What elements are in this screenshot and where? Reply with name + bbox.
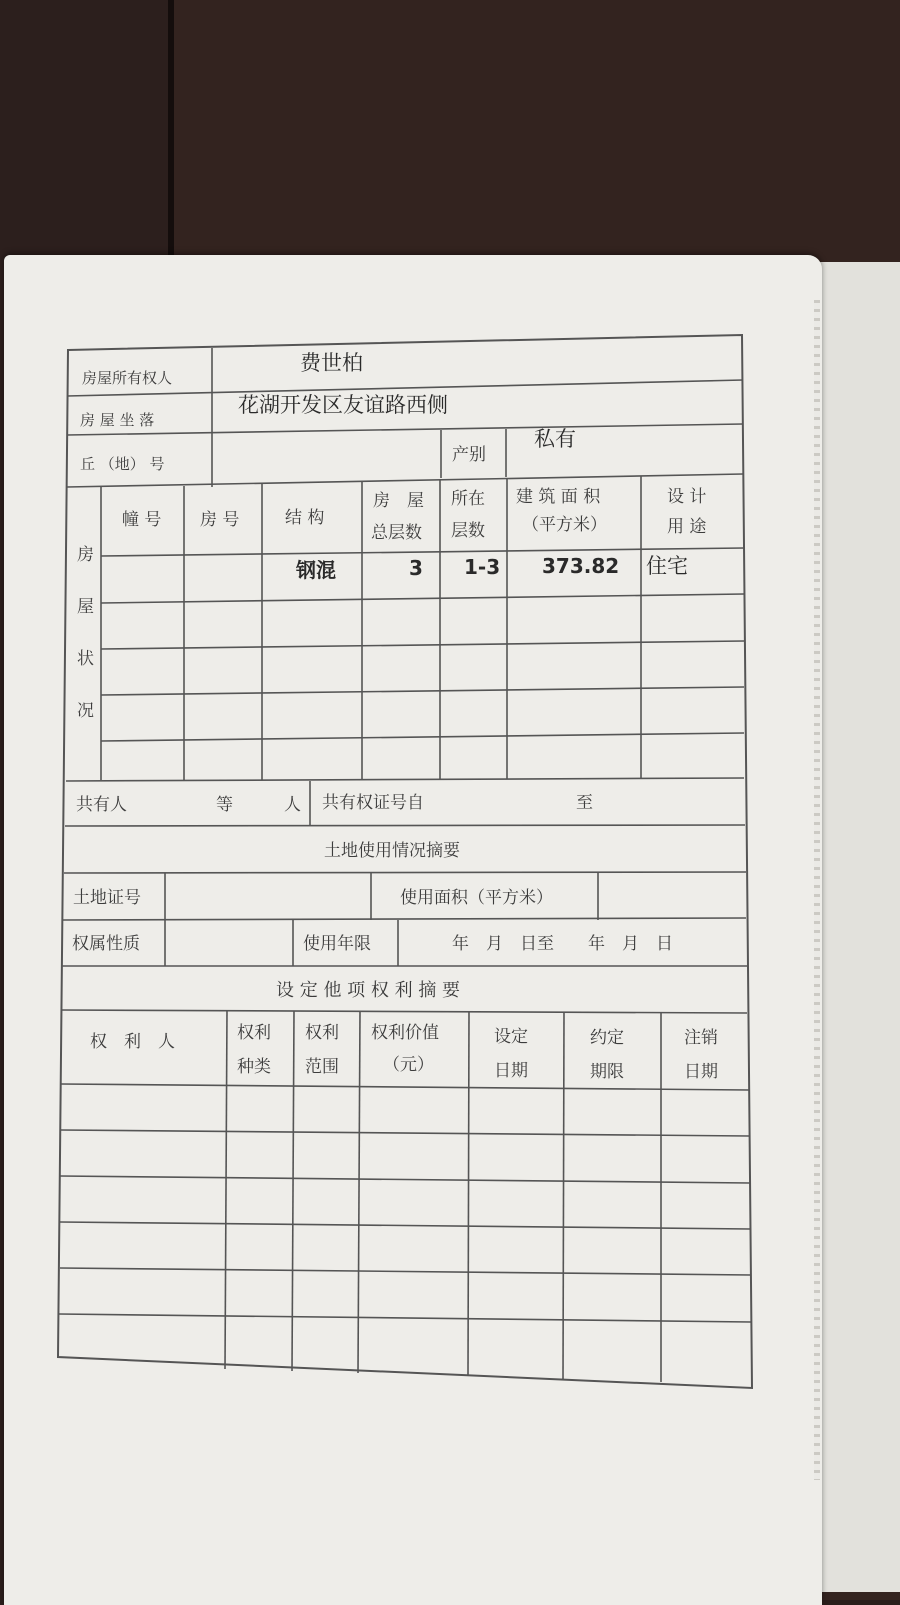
header-use-1: 设 计 [667,487,707,507]
property-type-label: 产别 [452,445,486,465]
header-structure: 结 构 [285,508,325,528]
other-rights-title: 设 定 他 项 权 利 摘 要 [276,980,461,1001]
location-value: 花湖开发区友谊路西侧 [238,393,448,417]
land-area-label: 使用面积（平方米） [400,888,553,908]
header-floor-2: 层数 [451,521,485,541]
header-use-2: 用 途 [667,517,707,537]
co-owner-deng: 等 [216,795,233,815]
header-set-1: 设定 [494,1027,528,1047]
location-label: 房 屋 坐 落 [80,411,155,429]
cell-use: 住宅 [646,554,688,578]
housing-label-char-2: 屋 [77,597,94,617]
land-title: 土地使用情况摘要 [324,841,460,861]
header-area-1: 建 筑 面 积 [516,487,601,507]
header-term-2: 期限 [590,1062,624,1082]
housing-label-char-4: 况 [77,701,94,721]
header-kind-2: 种类 [237,1057,271,1077]
header-holder: 权 利 人 [90,1032,175,1052]
header-scope-2: 范围 [305,1057,339,1077]
land-cert-label: 土地证号 [73,888,141,908]
cell-area: 373.82 [542,554,620,578]
header-total-floors-2: 总层数 [371,523,422,543]
co-owner-to: 至 [576,793,593,813]
header-total-floors-1: 房 屋 [373,491,424,511]
cell-structure: 钢混 [296,558,336,582]
co-owner-ren: 人 [284,795,301,815]
header-floor-1: 所在 [451,489,485,509]
header-set-2: 日期 [494,1061,528,1081]
header-room-no: 房 号 [200,510,240,530]
housing-label-char-3: 状 [77,649,94,669]
owner-value: 费世柏 [300,351,363,375]
header-value-1: 权利价值 [371,1023,439,1043]
header-area-2: （平方米） [522,515,607,535]
header-cancel-2: 日期 [684,1062,718,1082]
property-type-value: 私有 [534,427,576,451]
land-nature-label: 权属性质 [72,934,140,954]
header-cancel-1: 注销 [684,1028,718,1048]
header-value-2: （元） [383,1055,434,1075]
co-owner-cert-from: 共有权证号自 [322,793,424,813]
land-term-template: 年 月 日至 年 月 日 [452,934,673,954]
cell-floor: 1-3 [464,555,501,579]
land-term-label: 使用年限 [303,934,371,954]
header-building-no: 幢 号 [122,510,162,530]
housing-label-char-1: 房 [77,545,94,565]
header-scope-1: 权利 [305,1023,339,1043]
plot-label: 丘 （地） 号 [80,455,165,473]
header-kind-1: 权利 [237,1023,271,1043]
owner-label: 房屋所有权人 [82,369,173,387]
co-owner-label: 共有人 [76,795,127,815]
cell-total-floors: 3 [409,556,423,580]
header-term-1: 约定 [590,1028,624,1048]
